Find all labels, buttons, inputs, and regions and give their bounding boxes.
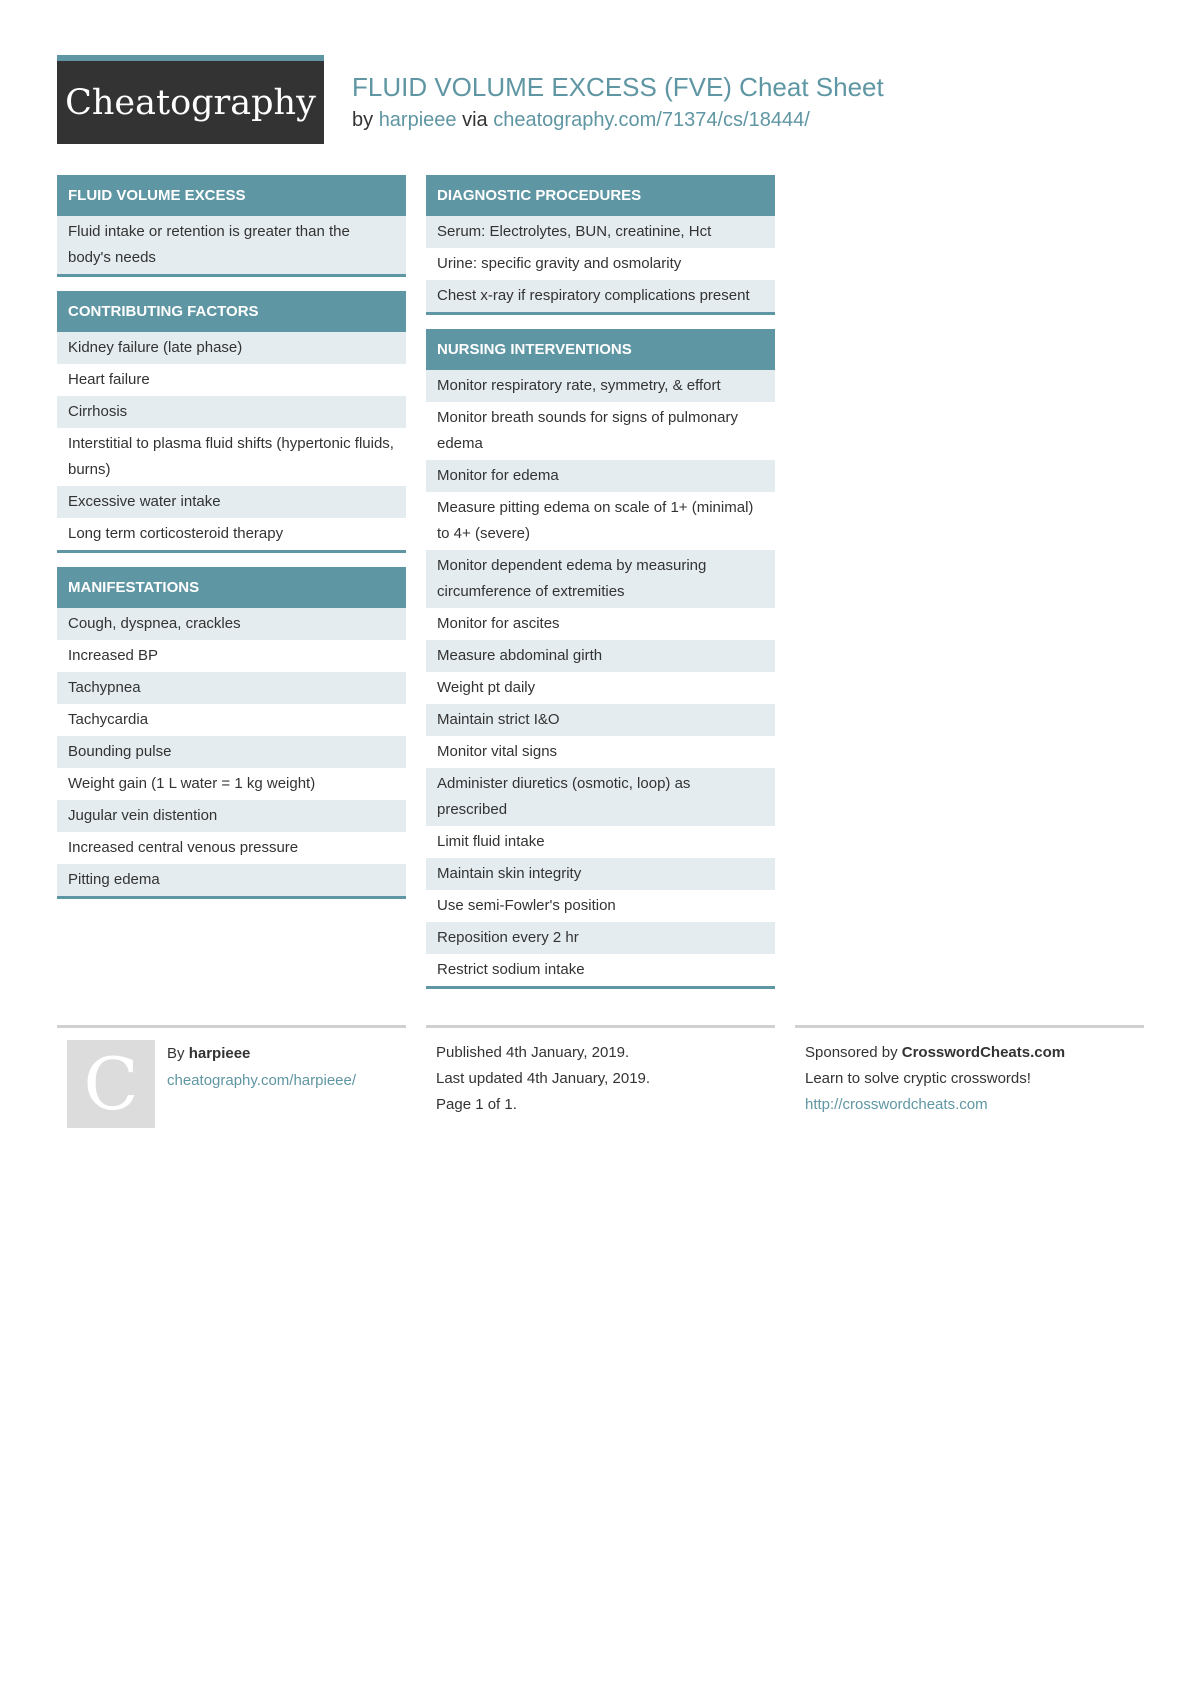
section-manifestations (57, 567, 406, 899)
list-item: Tachycardia (57, 704, 406, 736)
title-block (352, 72, 884, 132)
column-1 (57, 175, 406, 913)
author-link[interactable]: harpieee (378, 109, 457, 131)
list-item: Administer diuretics (osmotic, loop) as prescribed (426, 768, 775, 826)
list-item: Maintain skin integrity (426, 858, 775, 890)
column-2 (426, 175, 775, 1003)
page-title: FLUID VOLUME EXCESS (FVE) Cheat Sheet (352, 72, 884, 102)
section-header: CONTRIBUTING FACTORS (57, 291, 406, 332)
sponsored-by-label: Sponsored by (805, 1044, 898, 1061)
list-item: Serum: Electrolytes, BUN, creatinine, Hct (426, 216, 775, 248)
list-item: Excessive water intake (57, 486, 406, 518)
list-item: Pitting edema (57, 864, 406, 896)
section-rows (57, 608, 406, 896)
footer-author-name: harpieee (188, 1045, 251, 1062)
list-item: Measure pitting edema on scale of 1+ (minimal) to 4+ (severe) (426, 492, 775, 550)
list-item: Tachypnea (57, 672, 406, 704)
section-rows (57, 332, 406, 550)
avatar[interactable]: C (67, 1040, 155, 1128)
list-item: Long term corticosteroid therapy (57, 518, 406, 550)
section-header: MANIFESTATIONS (57, 567, 406, 608)
list-item: Cough, dyspnea, crackles (57, 608, 406, 640)
section-rows (426, 216, 775, 312)
list-item: Monitor breath sounds for signs of pulmonary edema (426, 402, 775, 460)
published-date: Published 4th January, 2019. (436, 1044, 630, 1061)
sheet-url-link[interactable]: cheatography.com/71374/cs/18444/ (493, 109, 810, 131)
footer-dates (426, 1025, 775, 1118)
list-item: Weight pt daily (426, 672, 775, 704)
list-item: Use semi-Fowler's position (426, 890, 775, 922)
list-item: Monitor vital signs (426, 736, 775, 768)
byline-via: via (462, 109, 488, 131)
byline (352, 109, 884, 132)
section-fluid-volume-excess (57, 175, 406, 277)
footer-byline (167, 1040, 406, 1067)
byline-prefix: by (352, 109, 374, 131)
sponsor-name: CrosswordCheats.com (901, 1044, 1066, 1061)
list-item: Urine: specific gravity and osmolarity (426, 248, 775, 280)
section-nursing-interventions (426, 329, 775, 989)
list-item: Bounding pulse (57, 736, 406, 768)
list-item: Monitor respiratory rate, symmetry, & effort (426, 370, 775, 402)
footer-author-link[interactable]: cheatography.com/harpieee/ (167, 1072, 357, 1089)
footer (57, 1025, 1141, 1135)
footer-author (57, 1025, 406, 1126)
updated-date: Last updated 4th January, 2019. (436, 1070, 651, 1087)
list-item: Heart failure (57, 364, 406, 396)
list-item: Jugular vein distention (57, 800, 406, 832)
list-item: Monitor for edema (426, 460, 775, 492)
list-item: Increased central venous pressure (57, 832, 406, 864)
page-number: Page 1 of 1. (436, 1096, 517, 1113)
list-item: Reposition every 2 hr (426, 922, 775, 954)
list-item: Interstitial to plasma fluid shifts (hypertonic fluids, burns) (57, 428, 406, 486)
list-item: Monitor for ascites (426, 608, 775, 640)
footer-sponsor (795, 1025, 1144, 1118)
list-item: Limit fluid intake (426, 826, 775, 858)
sponsor-line (795, 1040, 1144, 1066)
sponsor-link[interactable]: http://crosswordcheats.com (805, 1096, 988, 1113)
list-item: Increased BP (57, 640, 406, 672)
list-item: Restrict sodium intake (426, 954, 775, 986)
list-item: Weight gain (1 L water = 1 kg weight) (57, 768, 406, 800)
section-contributing-factors (57, 291, 406, 553)
footer-author-info (167, 1040, 406, 1094)
list-item: Fluid intake or retention is greater than the body's needs (57, 216, 406, 274)
list-item: Maintain strict I&O (426, 704, 775, 736)
footer-by-label: By (167, 1045, 185, 1062)
section-diagnostic-procedures (426, 175, 775, 315)
sponsor-tagline: Learn to solve cryptic crosswords! (805, 1070, 1031, 1087)
section-header: DIAGNOSTIC PROCEDURES (426, 175, 775, 216)
section-rows (57, 216, 406, 274)
cheatography-logo[interactable]: Cheatography (57, 55, 324, 144)
list-item: Cirrhosis (57, 396, 406, 428)
section-rows (426, 370, 775, 986)
list-item: Kidney failure (late phase) (57, 332, 406, 364)
list-item: Measure abdominal girth (426, 640, 775, 672)
section-header: FLUID VOLUME EXCESS (57, 175, 406, 216)
list-item: Monitor dependent edema by measuring circumference of extremities (426, 550, 775, 608)
section-header: NURSING INTERVENTIONS (426, 329, 775, 370)
list-item: Chest x-ray if respiratory complications present (426, 280, 775, 312)
